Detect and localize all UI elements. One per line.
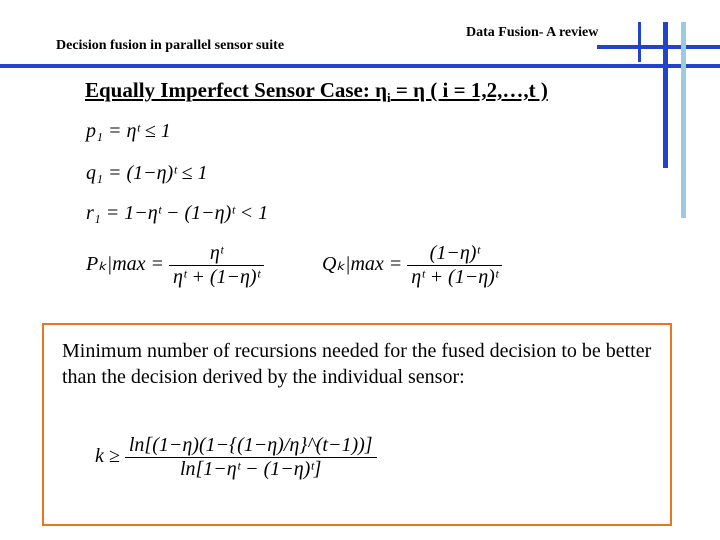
slide-title-main: Equally Imperfect Sensor Case: η bbox=[85, 78, 388, 102]
equation-qk-numerator: (1−η)ᵗ bbox=[407, 242, 502, 266]
slide-title-rest: = η ( i = 1,2,…,t ) bbox=[390, 78, 548, 102]
equation-pk-denominator: ηᵗ + (1−η)ᵗ bbox=[173, 266, 260, 288]
decor-vbar-lightblue bbox=[681, 22, 686, 218]
header-right-text: Data Fusion- A review bbox=[466, 25, 599, 40]
decor-vbar-blue bbox=[663, 22, 668, 168]
recursion-formula-numerator: ln[(1−η)(1−{(1−η)/η}^(t−1))] bbox=[125, 434, 377, 458]
recursion-formula-fraction bbox=[125, 434, 377, 481]
slide-title bbox=[85, 78, 548, 106]
recursion-formula-lhs: k ≥ bbox=[95, 445, 120, 468]
decor-hbar bbox=[597, 45, 720, 49]
header-left-text: Decision fusion in parallel sensor suite bbox=[56, 38, 285, 53]
equation-q1: q₁ = (1−η)ᵗ ≤ 1 bbox=[86, 162, 208, 184]
equation-pk-numerator: ηᵗ bbox=[169, 242, 264, 266]
equation-qk-label: Qₖ|max = bbox=[322, 253, 403, 276]
equation-qk bbox=[322, 242, 502, 289]
slide-title-sub: i bbox=[387, 90, 391, 106]
equation-r1: r₁ = 1−ηᵗ − (1−η)ᵗ < 1 bbox=[86, 202, 269, 224]
box-text: Minimum number of recursions needed for the fused decision to be better than the decision derived by the individual sensor: bbox=[62, 340, 652, 388]
equation-qk-fraction bbox=[407, 242, 502, 289]
recursion-formula bbox=[95, 434, 377, 481]
equation-qk-denominator: ηᵗ + (1−η)ᵗ bbox=[411, 266, 499, 288]
header-divider bbox=[0, 64, 720, 68]
equation-pk bbox=[86, 242, 264, 289]
decor-vbar-small bbox=[638, 22, 641, 62]
equation-pk-fraction bbox=[169, 242, 264, 289]
equation-pk-label: Pₖ|max = bbox=[86, 253, 165, 276]
equation-p1: p₁ = ηᵗ ≤ 1 bbox=[86, 120, 171, 142]
recursion-formula-denominator: ln[1−ηᵗ − (1−η)ᵗ] bbox=[179, 458, 322, 480]
